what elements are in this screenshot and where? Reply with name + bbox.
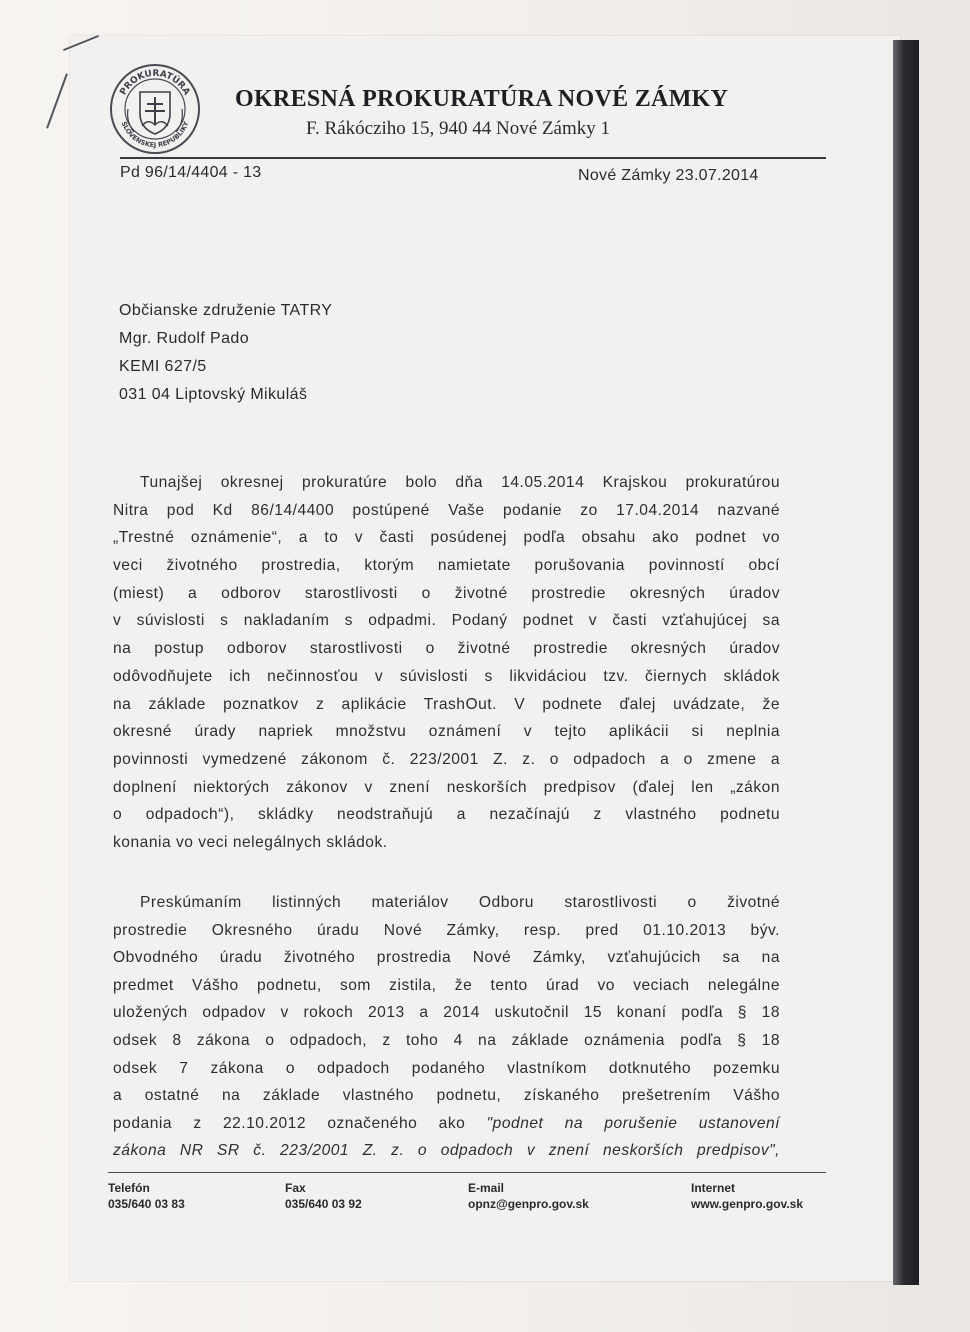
text-line: (miest) a odborov starostlivosti o životné prostredie okresných úradov xyxy=(113,584,780,602)
text-line: konania vo veci nelegálnych skládok. xyxy=(113,833,388,851)
header-divider xyxy=(120,157,826,159)
seal-bottom-text: SLOVENSKEJ REPUBLIKY xyxy=(119,120,191,150)
text-line: o odpadoch“), skládky neodstraňujú a nezačínajú z vlastného podnetu xyxy=(113,806,780,824)
text-line: „Trestné oznámenie“, a to v časti posúdenej podľa obsahu ako podnet vo xyxy=(113,529,780,547)
text-line: Preskúmaním listinných materiálov Odboru starostlivosti o životné xyxy=(140,894,780,911)
footer-label: Internet xyxy=(691,1181,736,1195)
footer-email xyxy=(468,1180,589,1212)
place-date: Nové Zámky 23.07.2014 xyxy=(578,167,759,184)
text-line: okresné úrady napriek množstvu oznámení v tejto aplikácii si neplnia xyxy=(113,723,780,741)
text-line: a ostatné na základe vlastného podnetu, získaného prešetrením Vášho xyxy=(113,1087,780,1105)
scan-edge-shadow xyxy=(893,40,919,1285)
emblem-seal-icon xyxy=(108,62,202,156)
text-line xyxy=(113,1110,780,1138)
text-line: na základe poznatkov z aplikácie TrashOut. V podnete ďalej uvádzate, že xyxy=(113,695,780,713)
text-line: predmet Vášho podnetu, som zistila, že tento úrad vo veciach nelegálne xyxy=(113,976,780,994)
text-line: odôvodňujete ich nečinnosťou v súvislosti s likvidáciou tzv. čiernych skládok xyxy=(113,667,780,685)
text-line: uložených odpadov v rokoch 2013 a 2014 uskutočnil 15 konaní podľa § 18 xyxy=(113,1004,780,1022)
body-paragraph-1 xyxy=(113,469,780,857)
seal-top-text: PROKURATÚRA xyxy=(118,68,192,98)
organization-address: F. Rákócziho 15, 940 44 Nové Zámky 1 xyxy=(306,118,611,139)
organization-name: OKRESNÁ PROKURATÚRA NOVÉ ZÁMKY xyxy=(235,86,729,112)
footer-internet xyxy=(691,1180,803,1212)
recipient-line: Mgr. Rudolf Pado xyxy=(119,330,250,347)
footer-value: 035/640 03 83 xyxy=(108,1197,185,1211)
text-segment: podania z 22.10.2012 označeného ako xyxy=(113,1114,466,1132)
italic-quote: "podnet na porušenie ustanovení xyxy=(486,1114,780,1132)
recipient-line: Občianske združenie TATRY xyxy=(119,302,333,319)
footer-value: www.genpro.gov.sk xyxy=(691,1197,804,1211)
text-line: doplnení niektorých zákonov v znení neskorších predpisov (ďalej len „zákon xyxy=(113,778,780,796)
footer-divider xyxy=(108,1172,826,1173)
text-line: povinnosti vymedzené zákonom č. 223/2001 Z. z. o odpadoch a o zmene a xyxy=(113,750,780,768)
text-line: Tunajšej okresnej prokuratúre bolo dňa 14.05.2014 Krajskou prokuratúrou xyxy=(140,474,780,491)
recipient-line: KEMI 627/5 xyxy=(119,358,207,375)
text-line: Nitra pod Kd 86/14/4400 postúpené Vaše podanie zo 17.04.2014 nazvané xyxy=(113,501,780,519)
footer-value: opnz@genpro.gov.sk xyxy=(468,1197,589,1211)
text-line: v súvislosti s nakladaním s odpadmi. Podaný podnet v časti vzťahujúcej sa xyxy=(113,612,780,630)
text-line: veci životného prostredia, ktorým namietate porušovania povinností obcí xyxy=(113,557,780,575)
footer-label: Fax xyxy=(285,1181,306,1195)
text-line: prostredie Okresného úradu Nové Zámky, resp. pred 01.10.2013 býv. xyxy=(113,921,780,939)
reference-number: Pd 96/14/4404 - 13 xyxy=(120,164,262,181)
text-line: odsek 7 zákona o odpadoch podaného vlastníkom dotknutého pozemku xyxy=(113,1059,780,1077)
recipient-line: 031 04 Liptovský Mikuláš xyxy=(119,386,308,403)
italic-quote-line: zákona NR SR č. 223/2001 Z. z. o odpadoch v znení neskorších predpisov", xyxy=(113,1142,780,1160)
recipient-address xyxy=(119,297,332,409)
footer-phone xyxy=(108,1180,185,1212)
footer-fax xyxy=(285,1180,362,1212)
text-line: odsek 8 zákona o odpadoch, z toho 4 na základe oznámenia podľa § 18 xyxy=(113,1031,780,1049)
text-line: Obvodného úradu životného prostredia Nové Zámky, vzťahujúcich sa na xyxy=(113,949,780,967)
footer-label: Telefón xyxy=(108,1181,150,1195)
footer-value: 035/640 03 92 xyxy=(285,1197,362,1211)
footer-label: E-mail xyxy=(468,1181,505,1195)
body-paragraph-2 xyxy=(113,889,780,1165)
text-line: na postup odborov starostlivosti o životné prostredie okresných úradov xyxy=(113,640,780,658)
